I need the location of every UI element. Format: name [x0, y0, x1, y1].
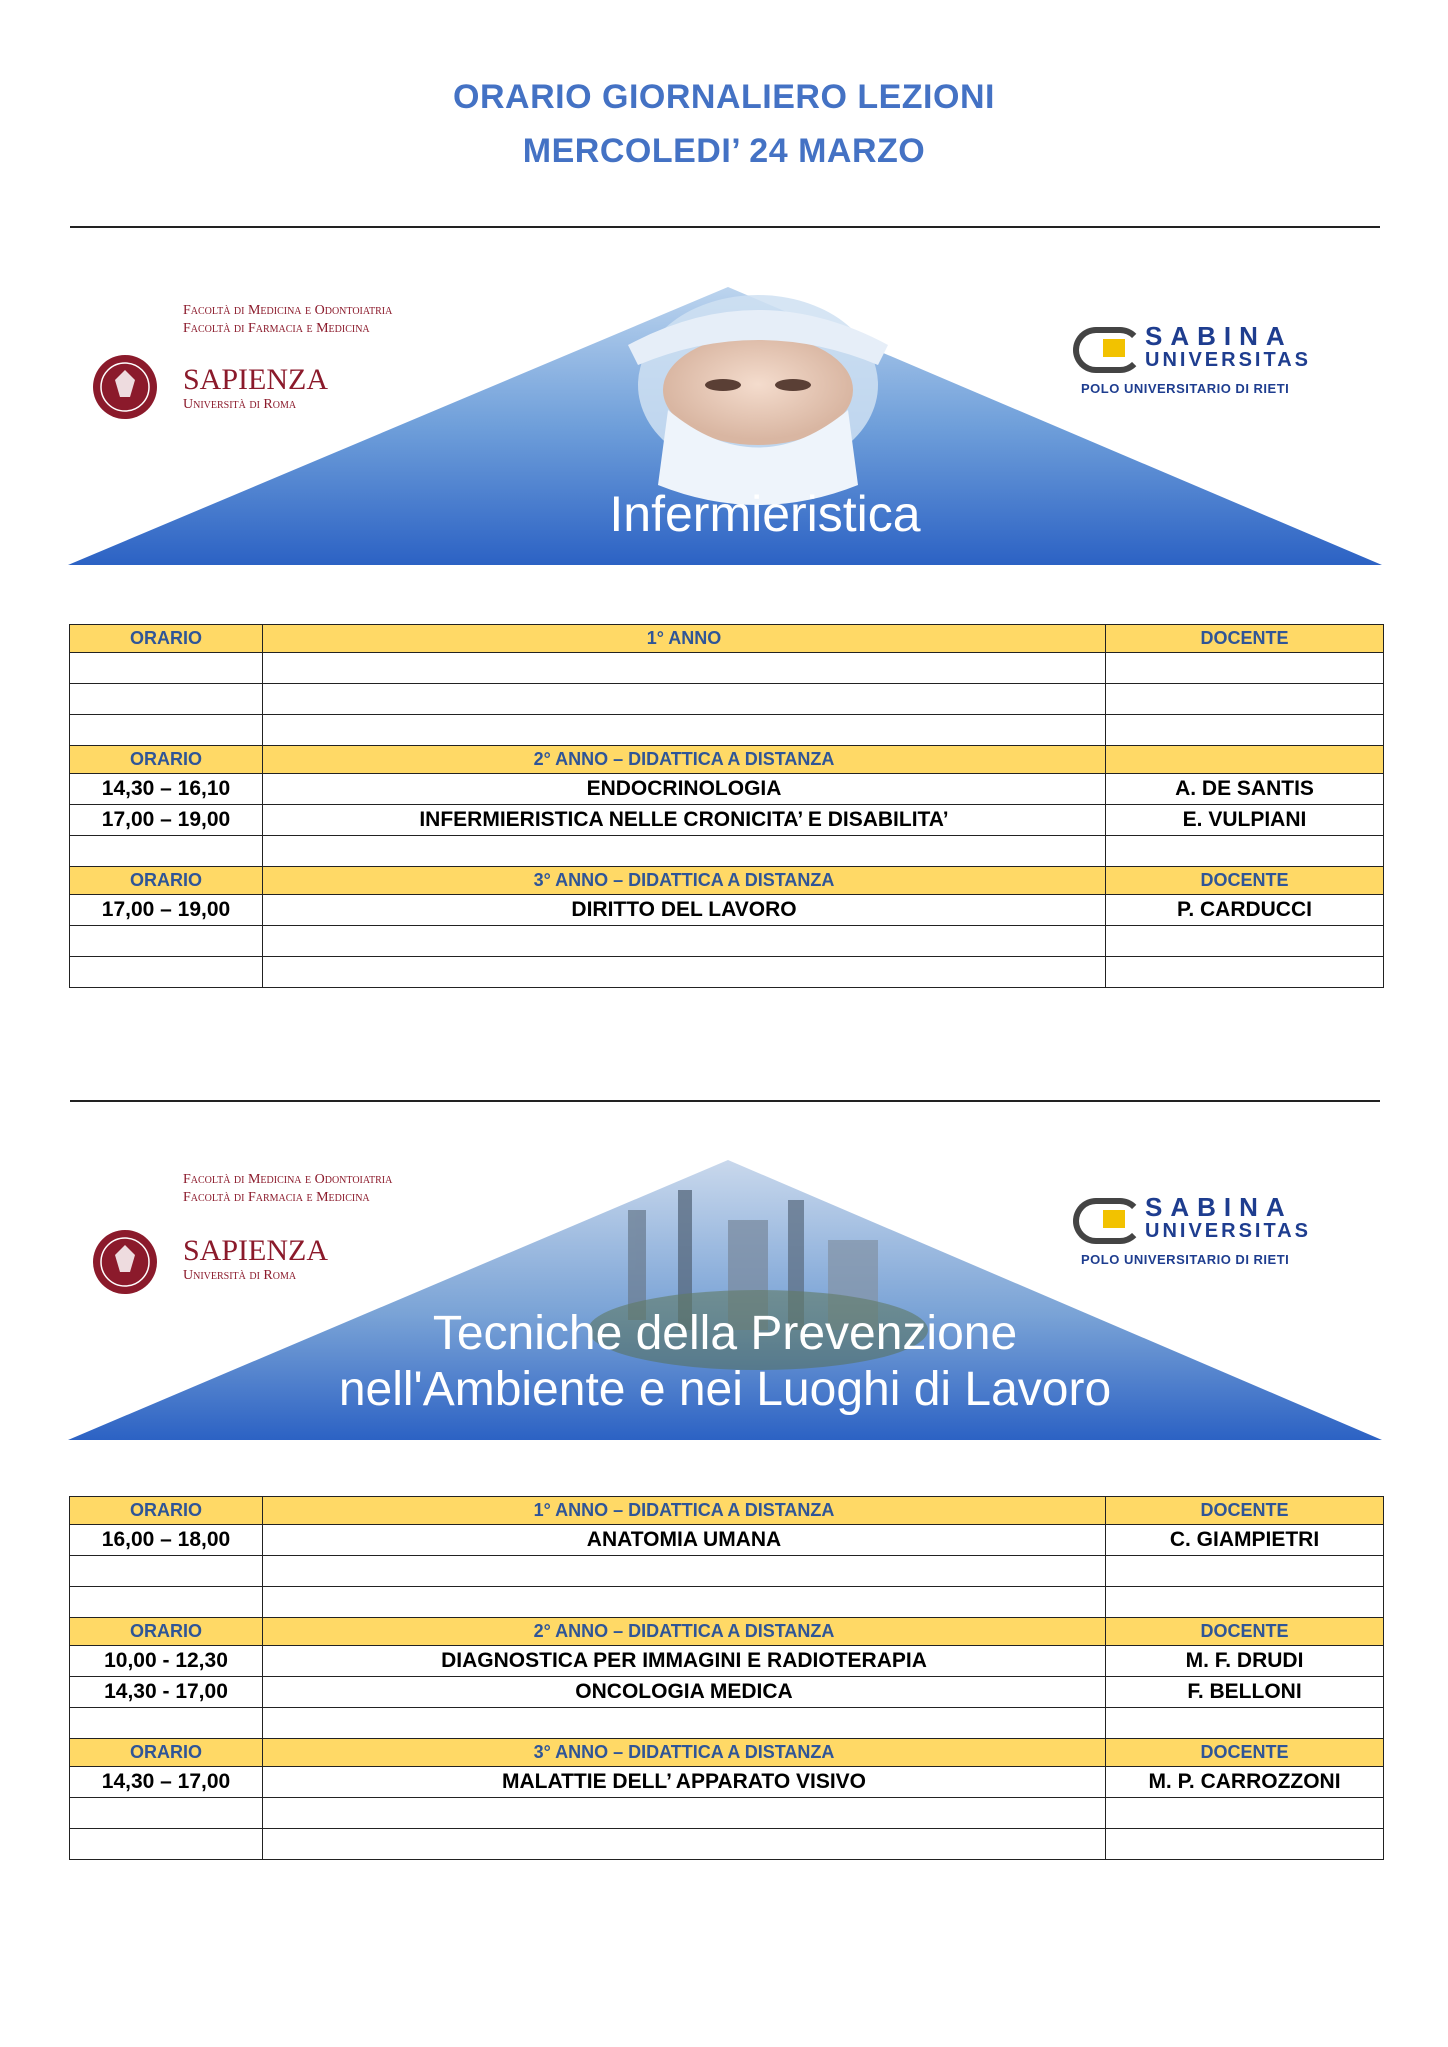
header-docente: DOCENTE — [1106, 1739, 1384, 1767]
sabina-sub: UNIVERSITAS — [1145, 349, 1311, 371]
cell-docente — [1106, 926, 1384, 957]
cell-orario: 16,00 – 18,00 — [70, 1525, 263, 1556]
cell-orario — [70, 836, 263, 867]
header-orario: ORARIO — [70, 625, 263, 653]
cell-materia: DIAGNOSTICA PER IMMAGINI E RADIOTERAPIA — [263, 1646, 1106, 1677]
header-docente: DOCENTE — [1106, 625, 1384, 653]
cell-orario — [70, 957, 263, 988]
course-title-line2: nell'Ambiente e nei Luoghi di Lavoro — [338, 1363, 1112, 1416]
cell-docente — [1106, 653, 1384, 684]
header-orario: ORARIO — [70, 867, 263, 895]
faculty-line1: Facoltà di Medicina e Odontoiatria — [183, 1172, 393, 1187]
page-title-line2: MERCOLEDI’ 24 MARZO — [522, 132, 926, 170]
header-orario: ORARIO — [70, 1497, 263, 1525]
cell-materia: ONCOLOGIA MEDICA — [263, 1677, 1106, 1708]
cell-orario — [70, 715, 263, 746]
table-row — [70, 836, 1384, 867]
header-orario: ORARIO — [70, 746, 263, 774]
sapienza-logo — [93, 355, 157, 419]
cell-materia — [263, 1829, 1106, 1860]
header-materia: 1° ANNO – DIDATTICA A DISTANZA — [263, 1497, 1106, 1525]
cell-orario — [70, 1556, 263, 1587]
schedule-table-infermieristica — [69, 624, 1384, 988]
section-header-row — [70, 1739, 1384, 1767]
cell-materia — [263, 1556, 1106, 1587]
cell-materia: INFERMIERISTICA NELLE CRONICITA’ E DISABILITA’ — [263, 805, 1106, 836]
schedule-table-tecniche-prevenzione — [69, 1496, 1384, 1860]
cell-orario — [70, 1708, 263, 1739]
cell-docente: M. P. CARROZZONI — [1106, 1767, 1384, 1798]
cell-docente: A. DE SANTIS — [1106, 774, 1384, 805]
header-orario: ORARIO — [70, 1739, 263, 1767]
course-banner-infermieristica — [68, 285, 1382, 565]
cell-docente — [1106, 1556, 1384, 1587]
cell-materia: MALATTIE DELL’ APPARATO VISIVO — [263, 1767, 1106, 1798]
header-docente: DOCENTE — [1106, 1618, 1384, 1646]
sapienza-name: SAPIENZA — [183, 1234, 329, 1267]
header-materia: 2° ANNO – DIDATTICA A DISTANZA — [263, 746, 1106, 774]
cell-materia — [263, 1798, 1106, 1829]
cell-materia: ANATOMIA UMANA — [263, 1525, 1106, 1556]
sabina-name: SABINA — [1145, 321, 1293, 351]
table-row — [70, 805, 1384, 836]
cell-orario — [70, 653, 263, 684]
table-row — [70, 957, 1384, 988]
cell-orario — [70, 926, 263, 957]
header-materia: 1° ANNO — [263, 625, 1106, 653]
cell-docente: C. GIAMPIETRI — [1106, 1525, 1384, 1556]
divider — [70, 1100, 1380, 1102]
page-title-line1: ORARIO GIORNALIERO LEZIONI — [453, 78, 995, 116]
cell-docente — [1106, 1708, 1384, 1739]
table-row — [70, 1525, 1384, 1556]
table-row — [70, 1767, 1384, 1798]
cell-materia — [263, 957, 1106, 988]
sabina-logo — [1073, 321, 1373, 401]
sabina-name: SABINA — [1145, 1192, 1293, 1222]
cell-materia — [263, 1587, 1106, 1618]
cell-materia: DIRITTO DEL LAVORO — [263, 895, 1106, 926]
sapienza-sub: Università di Roma — [183, 1268, 297, 1283]
header-docente: DOCENTE — [1106, 1497, 1384, 1525]
cell-docente — [1106, 957, 1384, 988]
sabina-tagline: POLO UNIVERSITARIO DI RIETI — [1081, 1252, 1290, 1267]
table-row — [70, 684, 1384, 715]
table-row — [70, 1708, 1384, 1739]
table-row — [70, 1646, 1384, 1677]
table-row — [70, 1587, 1384, 1618]
course-title: Infermieristica — [609, 486, 921, 542]
course-title-line1: Tecniche della Prevenzione — [432, 1307, 1018, 1360]
cell-materia — [263, 836, 1106, 867]
course-banner-tecniche-prevenzione — [68, 1160, 1382, 1440]
sabina-tagline: POLO UNIVERSITARIO DI RIETI — [1081, 381, 1290, 396]
cell-orario: 14,30 – 16,10 — [70, 774, 263, 805]
table-row — [70, 715, 1384, 746]
header-docente — [1106, 746, 1384, 774]
sapienza-sub: Università di Roma — [183, 397, 297, 412]
cell-materia — [263, 926, 1106, 957]
table-row — [70, 1556, 1384, 1587]
cell-orario — [70, 684, 263, 715]
table-row — [70, 1677, 1384, 1708]
cell-docente: E. VULPIANI — [1106, 805, 1384, 836]
cell-docente — [1106, 1798, 1384, 1829]
table-row — [70, 1798, 1384, 1829]
sapienza-name: SAPIENZA — [183, 363, 329, 396]
cell-docente — [1106, 836, 1384, 867]
header-materia: 3° ANNO – DIDATTICA A DISTANZA — [263, 867, 1106, 895]
cell-materia — [263, 1708, 1106, 1739]
faculty-line1: Facoltà di Medicina e Odontoiatria — [183, 303, 393, 318]
cell-materia — [263, 684, 1106, 715]
cell-docente: P. CARDUCCI — [1106, 895, 1384, 926]
header-docente: DOCENTE — [1106, 867, 1384, 895]
cell-orario: 10,00 - 12,30 — [70, 1646, 263, 1677]
header-materia: 2° ANNO – DIDATTICA A DISTANZA — [263, 1618, 1106, 1646]
cell-orario: 17,00 – 19,00 — [70, 895, 263, 926]
section-header-row — [70, 1497, 1384, 1525]
sapienza-logo — [93, 1230, 157, 1294]
table-row — [70, 653, 1384, 684]
header-materia: 3° ANNO – DIDATTICA A DISTANZA — [263, 1739, 1106, 1767]
nurse-photo-icon — [628, 295, 888, 505]
divider — [70, 226, 1380, 228]
sabina-book-icon — [1103, 1210, 1125, 1228]
cell-docente — [1106, 1829, 1384, 1860]
table-row — [70, 926, 1384, 957]
section-header-row — [70, 746, 1384, 774]
sabina-sub: UNIVERSITAS — [1145, 1220, 1311, 1242]
cell-materia — [263, 653, 1106, 684]
section-header-row — [70, 1618, 1384, 1646]
table-row — [70, 774, 1384, 805]
cell-docente: M. F. DRUDI — [1106, 1646, 1384, 1677]
cell-docente — [1106, 1587, 1384, 1618]
cell-docente — [1106, 715, 1384, 746]
cell-orario: 17,00 – 19,00 — [70, 805, 263, 836]
cell-materia: ENDOCRINOLOGIA — [263, 774, 1106, 805]
cell-orario: 14,30 – 17,00 — [70, 1767, 263, 1798]
section-header-row — [70, 867, 1384, 895]
table-row — [70, 1829, 1384, 1860]
section-header-row — [70, 625, 1384, 653]
cell-orario — [70, 1587, 263, 1618]
cell-docente: F. BELLONI — [1106, 1677, 1384, 1708]
sabina-logo — [1073, 1192, 1373, 1272]
sabina-book-icon — [1103, 339, 1125, 357]
header-orario: ORARIO — [70, 1618, 263, 1646]
table-row — [70, 895, 1384, 926]
faculty-line2: Facoltà di Farmacia e Medicina — [183, 321, 370, 336]
cell-orario: 14,30 - 17,00 — [70, 1677, 263, 1708]
faculty-line2: Facoltà di Farmacia e Medicina — [183, 1190, 370, 1205]
cell-docente — [1106, 684, 1384, 715]
cell-materia — [263, 715, 1106, 746]
cell-orario — [70, 1798, 263, 1829]
cell-orario — [70, 1829, 263, 1860]
